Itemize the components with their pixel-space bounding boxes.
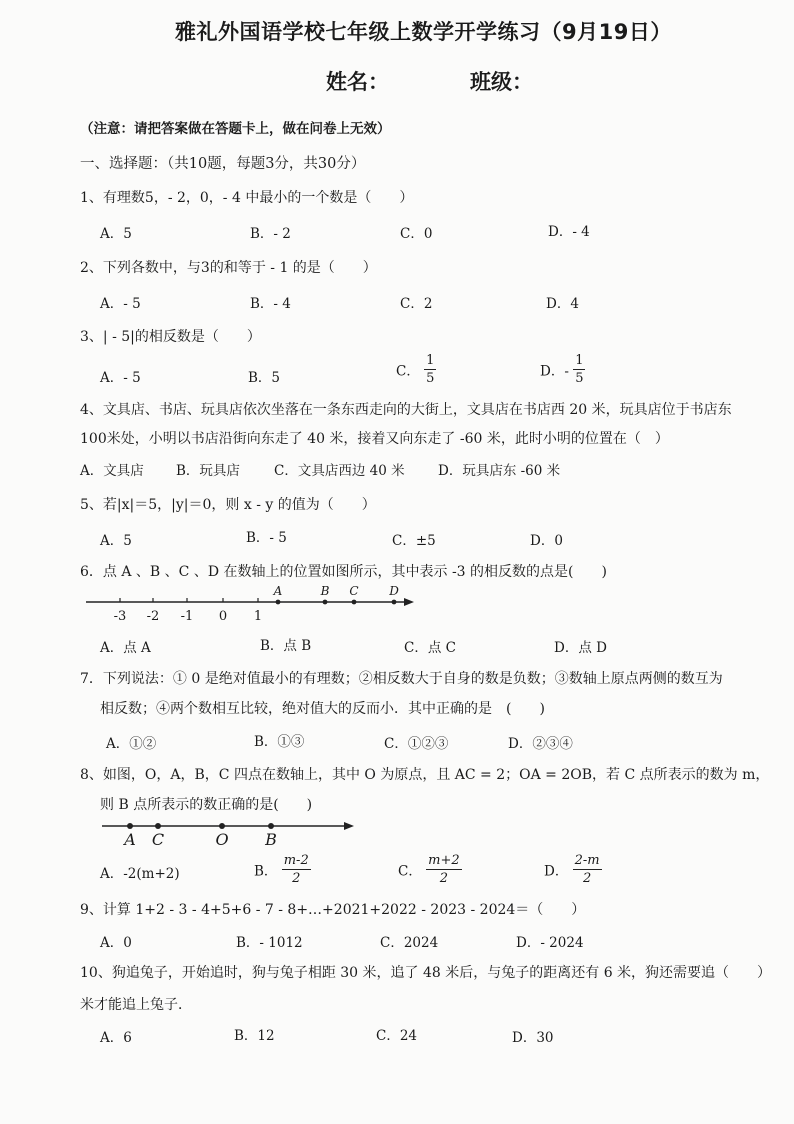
question-10-line-1: 10、狗追兔子，开始追时，狗与兔子相距 30 米，追了 48 米后，与兔子的距离还有 6 米，狗还需要追（ ） [80,965,772,981]
fraction-numerator: m+2 [428,853,460,868]
q8-option-d [544,854,602,885]
point-label: B [265,830,277,848]
fraction-numerator: 1 [575,353,584,368]
tick-label: 0 [218,609,228,624]
q6-number-line [80,582,420,624]
q3-option-c-prefix: C． [396,363,420,380]
point-marker [155,823,161,829]
fraction-bar [424,369,436,370]
fraction-denominator: 2 [292,871,301,886]
tick-label: -1 [180,609,194,624]
q3-option-a: A．- 5 [100,370,141,386]
point-marker [392,600,397,605]
q8-option-d-fraction [573,854,602,885]
q8-option-b-prefix: B． [254,863,278,880]
point-label: A [273,584,283,598]
q1-option-c: C．0 [400,226,433,242]
q6-option-b: B．点 B [260,638,312,654]
q7-option-b: B．①③ [254,734,305,750]
q2-option-c: C．2 [400,296,433,312]
fraction-numerator: m-2 [283,853,309,868]
q2-option-d: D．4 [546,296,579,312]
axis-arrow-icon [344,822,354,830]
q10-option-a: A．6 [100,1030,132,1046]
fraction-bar [282,869,311,870]
q2-option-b: B．- 4 [250,296,291,312]
tick-label: -2 [146,609,160,624]
q9-option-c: C．2024 [380,935,439,951]
axis-arrow-icon [404,598,414,606]
point-marker [323,600,328,605]
point-marker [276,600,281,605]
question-8-line-2: 则 B 点所表示的数正确的是( ) [100,797,313,813]
q8-option-c-prefix: C． [398,863,422,880]
q1-option-b: B．- 2 [250,226,291,242]
name-label: 姓名： [326,70,389,94]
q8-option-b-fraction [282,854,311,885]
fraction-denominator: 2 [582,871,592,886]
question-4-line-1: 4、文具店、书店、玩具店依次坐落在一条东西走向的大街上，文具店在书店西 20 米，玩具店位于书店东 [80,402,732,418]
point-marker [352,600,357,605]
q9-option-b: B．- 1012 [236,935,303,951]
question-4-line-2: 100米处，小明以书店沿街向东走了 40 米，接着又向东走了 -60 米，此时小明的位置在（ ） [80,431,669,447]
q5-option-b: B．- 5 [246,530,287,546]
q9-option-a: A．0 [100,935,132,951]
q6-option-a: A．点 A [100,640,151,656]
q6-option-d: D．点 D [554,640,607,656]
fraction-bar [573,369,585,370]
q8-option-b [254,854,311,885]
q3-option-c [396,354,436,385]
question-9: 9、计算 1+2 - 3 - 4+5+6 - 7 - 8+…+2021+2022 - 2023 - 2024＝（ ） [80,902,586,918]
q3-option-d [540,354,585,385]
q10-option-c: C．24 [376,1028,418,1044]
question-6: 6．点 A 、B 、C 、D 在数轴上的位置如图所示，其中表示 -3 的相反数的点是( ) [80,564,607,580]
q3-option-d-prefix: D．- [540,363,569,380]
q9-option-d: D．- 2024 [516,935,584,951]
fraction-bar [573,869,602,870]
question-7-line-1: 7．下列说法：① 0 是绝对值最小的有理数；②相反数大于自身的数是负数；③数轴上原点两侧的数互为 [80,671,723,687]
tick-label: -3 [113,609,127,624]
fraction-bar [426,869,462,870]
q8-number-line [96,814,362,848]
class-label: 班级： [470,70,533,94]
q8-option-c-fraction [426,854,462,885]
point-label: B [320,584,330,598]
point-marker [268,823,274,829]
page-title: 雅礼外国语学校七年级上数学开学练习（9月19日） [175,20,672,44]
question-5: 5、若|x|＝5，|y|＝0，则 x - y 的值为（ ） [80,497,376,513]
q4-option-c: C．文具店西边 40 米 [274,463,405,479]
q6-option-c: C．点 C [404,640,456,656]
point-marker [127,823,133,829]
q1-option-a: A．5 [100,226,132,242]
q3-option-b: B．5 [248,370,281,386]
q8-option-c [398,854,462,885]
q3-option-c-fraction [424,354,436,385]
question-7-line-2: 相反数；④两个数相互比较，绝对值大的反而小．其中正确的是 ( ) [100,701,545,717]
fraction-denominator: 5 [426,371,435,386]
q5-option-d: D．0 [530,533,563,549]
point-label: D [389,584,399,598]
q5-option-c: C．±5 [392,533,436,549]
q7-option-a: A．①② [106,736,157,752]
q1-option-d: D．- 4 [548,224,590,240]
point-label: O [215,830,229,848]
q8-option-a: A．-2(m+2) [100,866,180,882]
q8-option-d-prefix: D． [544,863,569,880]
tick-label: 1 [253,609,263,624]
q3-option-d-fraction [573,354,585,385]
notice: （注意：请把答案做在答题卡上，做在问卷上无效） [80,121,391,137]
fraction-numerator: 2-m [574,853,600,868]
question-1: 1、有理数5，- 2，0，- 4 中最小的一个数是（ ） [80,190,414,206]
q7-option-d: D．②③④ [508,736,573,752]
section-heading: 一、选择题：（共10题，每题3分，共30分） [80,156,366,172]
question-10-line-2: 米才能追上兔子． [80,997,192,1013]
question-2: 2、下列各数中，与3的和等于 - 1 的是（ ） [80,260,377,276]
fraction-denominator: 5 [575,371,584,386]
q10-option-b: B．12 [234,1028,275,1044]
q4-option-d: D．玩具店东 -60 米 [438,463,561,479]
point-label: C [349,584,359,598]
fraction-numerator: 1 [426,353,435,368]
point-label: C [151,830,165,848]
q4-option-a: A．文具店 [80,463,144,479]
question-8-line-1: 8、如图，O，A，B，C 四点在数轴上，其中 O 为原点，且 AC = 2；OA = 2OB，若 C 点所表示的数为 m， [80,767,770,783]
point-label: A [124,830,136,848]
point-marker [219,823,225,829]
q4-option-b: B．玩具店 [176,463,240,479]
fraction-denominator: 2 [439,871,449,886]
q5-option-a: A．5 [100,533,132,549]
q7-option-c: C．①②③ [384,736,449,752]
q2-option-a: A．- 5 [100,296,141,312]
question-3: 3、| - 5|的相反数是（ ） [80,329,261,345]
q10-option-d: D．30 [512,1030,554,1046]
